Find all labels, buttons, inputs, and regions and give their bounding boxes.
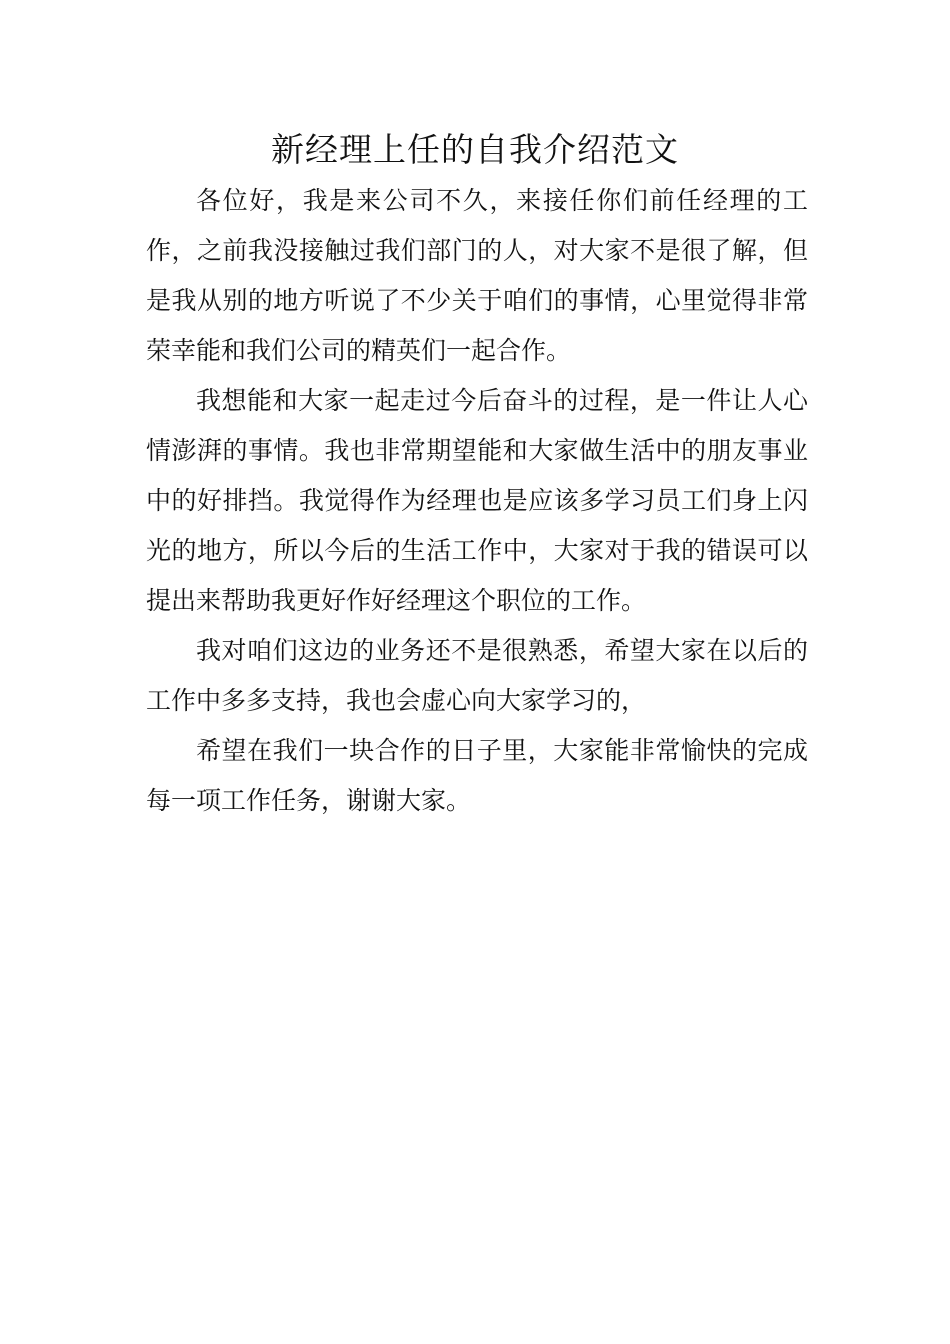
paragraph-1: 各位好，我是来公司不久，来接任你们前任经理的工作，之前我没接触过我们部门的人，对大家不是很了解，但是我从别的地方听说了不少关于咱们的事情，心里觉得非常荣幸能和我们公司的精英们一起合作。 — [146, 186, 808, 365]
document-title: 新经理上任的自我介绍范文 — [271, 130, 679, 169]
paragraph-3: 我对咱们这边的业务还不是很熟悉，希望大家在以后的工作中多多支持，我也会虚心向大家学习的， — [146, 636, 808, 715]
document-body — [146, 176, 808, 826]
paragraph-4: 希望在我们一块合作的日子里，大家能非常愉快的完成每一项工作任务，谢谢大家。 — [146, 736, 808, 815]
paragraph-2: 我想能和大家一起走过今后奋斗的过程，是一件让人心情澎湃的事情。我也非常期望能和大家做生活中的朋友事业中的好排挡。我觉得作为经理也是应该多学习员工们身上闪光的地方，所以今后的生活工作中，大家对于我的错误可以提出来帮助我更好作好经理这个职位的工作。 — [146, 386, 808, 615]
